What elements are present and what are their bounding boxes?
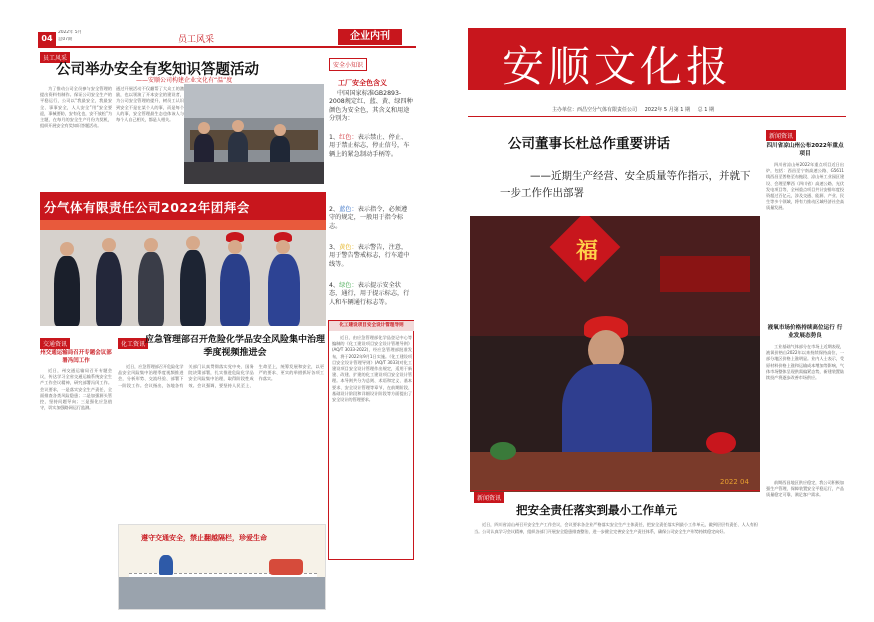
header-rule [38, 46, 416, 48]
host: 主办单位：西昌空分气体有限责任公司 [552, 107, 638, 113]
intro-text-2: 通过开展活动不仅翻帮了大众工的激励，也以领演了开本安全的建设者，为公司安全管理的提升，树员工认识到安全不是在某个人的事，而是每个人的事，安全管理最生态也体该人与每个人自己相关，都是人相关。 [116, 86, 184, 123]
color-name: 绿色： [339, 282, 358, 289]
column-header: 员工风采 [178, 35, 215, 45]
side-text: 工业基础气体部分在市场上近期表现，液氧价格自2022年以来持续保持高位，一部分地区价格上涨明显。业内人士表示，受原材料价格上涨和运输成本增加等影响，气体市场整体呈现供需偏紧态势，新建装置陆续投产将逐步改善市场供应。 [766, 344, 844, 381]
safety-title: 工厂安全色含义 [338, 79, 387, 87]
color-text: 表示警告，注意，用于警告警戒标志，行车道中线等。 [329, 244, 410, 268]
traffic-safety-cartoon [118, 524, 326, 610]
chairman-speech-photo: 福 2022 04 [470, 216, 760, 492]
color-num: 4、 [329, 282, 340, 289]
safety-color-red [329, 134, 413, 159]
color-num: 2、 [329, 206, 340, 213]
chem-text: 近日，应急管理部召开危险化学品安全风险集中治理季度视频推进会，分析形势、交流经验、部署下一阶段工作。会议指出，各地各有关部门认真贯彻落实党中央、国务院决策部署，扎实推进危险化学品安全风险集中治理，取得阶段性成效。会议强调，要坚持人民至上、生命至上，统筹发展和安全，以更严的要求、更实的举措抓好各项工作落实。 [118, 364, 324, 388]
headline: 公司举办安全有奖知识答题活动 [56, 62, 259, 78]
subheadline: ——安顺公司构建企业文化有“温”度 [136, 77, 233, 84]
chem-title: 应急管理部召开危险化学品安全风险集中治理季度视频推进会 [144, 335, 325, 358]
right-page [468, 28, 846, 622]
color-text: 表示提示安全状态，通行，用于提示标志，行人和车辆通行标志等。 [329, 282, 410, 306]
side-title: 液氧市场价格持续高位运行 行业发展态势良 [767, 325, 843, 339]
masthead-title: 安顺文化报 [502, 42, 733, 91]
issue-total: 总07期 [58, 37, 73, 42]
safety-color-yellow [329, 244, 413, 269]
intro-text: 为了推动公司全员参与安全管理的提出资料有制作。保证公司安全生产的平稳运行，公司以“我最安全，我最安全、事事安全，人人安全”用“安全要迎，事械要防，安有化也，安不放松”为主题，在每月的安全生产月份为契机，组织开展安全有奖知识答题活动。 [40, 86, 112, 129]
color-name: 红色： [339, 134, 358, 141]
total-issue: 总 1 期 [697, 107, 715, 113]
issue-date: 2022年 5月 [58, 30, 82, 35]
tag-news: 新闻资讯 [766, 130, 796, 141]
masthead-rule [468, 116, 846, 117]
news-text: 四川省凉山州2022年重点项目近日出炉，包括：西昌至宁南高速公路、G5611 线西昌至普格至布拖段、凉山州工业园区建设、会理至攀西（四川省）高速公路、光伏发电项目等，全州重点项目共计安排年度投资超过百亿元，涉及交通、能源、产业、民生等多个领域，将有力推动区域经济社会高质量发展。 [766, 162, 844, 211]
color-num: 1、 [329, 134, 340, 141]
left-page [38, 28, 416, 622]
paper-name: 企业内刊 [338, 29, 402, 45]
meeting-photo [184, 84, 324, 184]
tag-chem: 化工资讯 [118, 338, 148, 349]
safety-color-green [329, 282, 413, 307]
tag-news-2: 新闻资讯 [474, 492, 504, 503]
color-num: 3、 [329, 244, 340, 251]
main-subheadline: ——近期生产经营、安全质量等作指示，并就下一步工作作出部署 [500, 170, 751, 199]
photo-date: 2022 04 [720, 478, 749, 486]
box-title: 化工建设项目安全设计管理导则 [329, 321, 414, 331]
safety-color-blue [329, 206, 413, 231]
main-headline: 公司董事长杜总作重要讲话 [508, 136, 670, 152]
color-name: 黄色： [339, 244, 358, 251]
color-text: 表示禁止、停止、用于禁止标志，停止信号，车辆上的紧急制动手柄等。 [329, 134, 410, 158]
color-name: 蓝色： [339, 206, 358, 213]
bottom-headline: 把安全责任落实到最小工作单元 [516, 503, 677, 517]
issue-info: 2022年 5 月第 1 期 [644, 107, 691, 113]
bottom-text: 近日，四川省凉山州召开安全生产工作会议，会议要求各企业严格落实安全生产主体责任，把安全责任落实到最小工作单元，做到层层有责任、人人有担当。公司认真学习会议精神，组织各部门开展安全隐患排查整治，进一步健全完善安全生产责任体系，确保公司安全生产形势持续稳定向好。 [474, 522, 758, 534]
tag-staff: 员工风采 [40, 52, 70, 63]
page-number: 04 [38, 32, 56, 46]
design-guideline-box [328, 320, 414, 560]
page-gutter [420, 0, 464, 622]
tag-traffic: 交通资讯 [40, 338, 70, 349]
cartoon-caption: 遵守交通安全，禁止翻越隔栏，珍爱生命 [141, 534, 267, 542]
color-text: 表示指令，必须遵守的规定，一般用于指令标志。 [329, 206, 408, 230]
tag-safety-knowledge: 安全小知识 [329, 58, 367, 71]
side-text-2: 前期西昌地区供应稳定，我公司积极加强生产管理，保障装置安全平稳运行，产品质量稳定可靠，满足客户需求。 [766, 480, 844, 498]
box-text: 近日，由应急管理部化学品登记中心等编制的《化工建设项目安全设计管理导则》(AQ/T 3033-2022)，经应急管理部批准发布，将于2022年9月1日实施。《化工建设项目安全设计管理导则》(AQ/T 3033)对化工建设项目安全设计管理作出规定，适用于新建、改建、扩建的化工建设项目安全设计管理。本导则共分为总则、术语和定义、基本要求、安全设计管理等章节，在前期阶段、基础设计阶段和详细设计阶段等方面提出了安全设计的管理要求。 [332, 335, 412, 403]
traffic-text: 近日，州交通运输局召开专题会议，传达学习全省交通运输系统安全生产工作会议精神，研究部署冯闰工作。会议要求，一是落实安全生产责任，全面排查各类风险隐患；二是加强源头管控，坚持问题导向；三是强化应急值守，切实加强路网运行监测。 [40, 368, 112, 411]
news-title: 四川省凉山州公布2022年重点项目 [766, 143, 844, 157]
masthead-host [552, 106, 714, 113]
safety-intro: 中国国家标准GB2893-2008规定红、蓝、黄、绿四种颜色为安全色，其含义和用途分别为： [329, 90, 413, 123]
banner-text: 分气体有限责任公司2022年团拜会 [44, 200, 250, 215]
group-photo [40, 192, 326, 326]
traffic-title: 州交通运输局召开专题会议部署冯闰工作 [40, 350, 112, 364]
